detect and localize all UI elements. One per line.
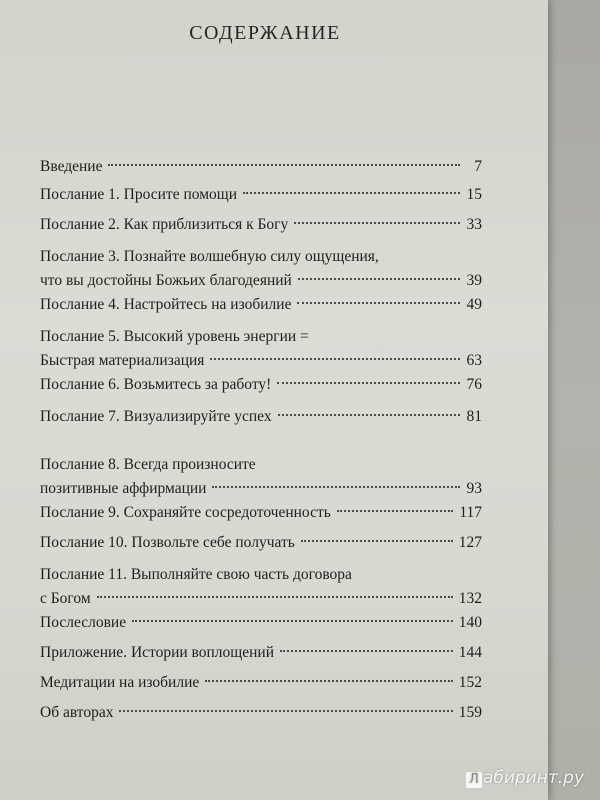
toc-entry [40,501,482,525]
watermark-text: абиринт.ру [482,768,584,788]
dot-leader [294,222,460,224]
dot-leader [97,596,453,598]
dot-leader [278,414,460,416]
toc-page-number: 76 [466,376,482,393]
toc-page-number: 15 [466,186,482,203]
dot-leader [280,650,453,652]
toc-entry [40,325,482,373]
page-title: СОДЕРЖАНИЕ [189,22,341,44]
toc-entry [40,641,482,665]
toc-entry-row [40,641,482,665]
dot-leader [108,164,460,166]
toc-entry-text: Послесловие [40,614,127,631]
toc-entry-text: что вы достойны Божьих благодеяний [40,272,292,289]
toc-entry-text: Приложение. Истории воплощений [40,644,274,661]
toc-entry [40,453,482,501]
dot-leader [243,192,460,194]
toc-page-number: 140 [458,614,482,631]
toc-entry-text: Послание 8. Всегда произносите [40,456,256,473]
toc-page-number: 152 [458,674,482,691]
toc-entry-text: Быстрая материализация [40,352,205,369]
dot-leader [205,680,452,682]
toc-entry [40,245,482,293]
toc-page-number: 63 [466,352,482,369]
toc-page-number: 7 [474,158,482,175]
toc-page-number: 127 [458,534,482,551]
toc-entry-text: Введение [40,158,103,175]
toc-entry-text: Послание 9. Сохраняйте сосредоточенность [40,504,331,521]
dot-leader [210,358,460,360]
toc-entry [40,611,482,635]
toc-page-number: 159 [458,704,482,721]
toc-entry-text: Послание 1. Просите помощи [40,186,237,203]
toc-entry [40,183,482,207]
toc-page-number: 33 [466,216,482,233]
toc-page-number: 81 [466,408,482,425]
toc-entry-text: с Богом [40,590,91,607]
dot-leader [297,302,460,304]
toc-entry-text: Послание 6. Возьмитесь за работу! [40,376,272,393]
watermark [466,768,584,788]
dot-leader [119,710,452,712]
toc-entry [40,671,482,695]
toc-page-number: 117 [459,504,482,521]
dot-leader [132,620,453,622]
toc-page-number: 144 [458,644,482,661]
toc-entry-row [40,531,482,555]
toc-entry-row [40,213,482,237]
toc-entry-row [40,671,482,695]
toc-entry-row [40,701,482,725]
toc-page-number: 39 [466,272,482,289]
toc-entry-text: Послание 11. Выполняйте свою часть договора [40,566,352,583]
toc-entry-row [40,405,482,429]
toc-entry [40,701,482,725]
dot-leader [301,540,453,542]
dot-leader [277,382,460,384]
toc-entry-text: Послание 10. Позвольте себе получать [40,534,295,551]
toc-entry-row [40,477,482,501]
toc-entry [40,373,482,397]
toc-entry-row [40,293,482,317]
toc-entry-text: Об авторах [40,704,114,721]
toc-entry [40,155,482,179]
toc-entry-row [40,373,482,397]
toc-entry [40,563,482,611]
toc-entry-text: Послание 3. Познайте волшебную силу ощущения, [40,248,379,265]
toc-entry-text: позитивные аффирмации [40,480,207,497]
toc-entry-row [40,183,482,207]
labirint-logo-icon: Л [466,772,482,788]
toc-entry-row [40,269,482,293]
toc-entry-row [40,611,482,635]
toc-entry-row [40,501,482,525]
toc-entry-text: Медитации на изобилие [40,674,200,691]
toc-page-number: 49 [466,296,482,313]
toc-entry-text: Послание 5. Высокий уровень энергии = [40,328,309,345]
dot-leader [337,510,454,512]
toc-entry [40,293,482,317]
toc-entry-text: Послание 2. Как приблизиться к Богу [40,216,289,233]
toc-entry-text: Послание 7. Визуализируйте успех [40,408,272,425]
dot-leader [298,278,460,280]
toc-entry [40,213,482,237]
toc-page-number: 132 [458,590,482,607]
toc-entry [40,405,482,429]
toc-page-number: 93 [466,480,482,497]
toc-entry-row [40,349,482,373]
toc-entry-text: Послание 4. Настройтесь на изобилие [40,296,292,313]
dot-leader [212,486,460,488]
toc-entry-row [40,587,482,611]
toc-entry [40,531,482,555]
toc-entry-row [40,155,482,179]
